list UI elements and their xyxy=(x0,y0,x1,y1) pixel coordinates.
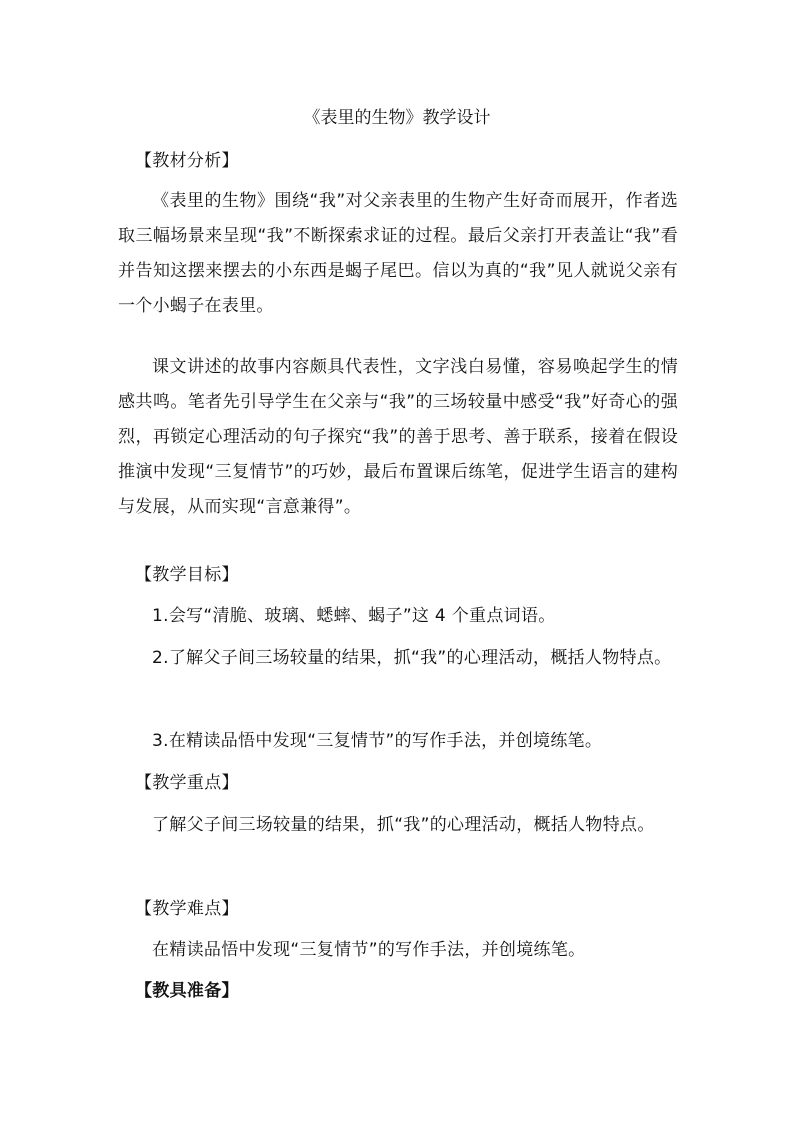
goal-item-2: 2.了解父子间三场较量的结果，抓“我”的心理活动，概括人物特点。 xyxy=(152,648,672,668)
difficulties-text: 在精读品悟中发现“三复情节”的写作手法，并创境练笔。 xyxy=(152,940,586,960)
document-title: 《表里的生物》教学设计 xyxy=(303,108,491,128)
section-heading-analysis: 【教材分析】 xyxy=(135,151,239,171)
section-heading-goals: 【教学目标】 xyxy=(135,565,239,585)
goal-item-1: 1.会写“清脆、玻璃、蟋蟀、蝎子”这 4 个重点词语。 xyxy=(152,606,556,626)
section-heading-difficulties: 【教学难点】 xyxy=(135,899,239,919)
section-heading-tools: 【教具准备】 xyxy=(135,981,239,1001)
paragraph-analysis-2: 课文讲述的故事内容颇具代表性，文字浅白易懂，容易唤起学生的情感共鸣。笔者先引导学生在父亲与“我”的三场较量中感受“我”好奇心的强烈，再锁定心理活动的句子探究“我”的善于思考、善于联系，接着在假设推演中发现“三复情节”的巧妙，最后布置课后练笔，促进学生语言的建构与发展，从而实现“言意兼得”。 xyxy=(118,357,678,517)
key-points-text: 了解父子间三场较量的结果，抓“我”的心理活动，概括人物特点。 xyxy=(152,815,655,835)
paragraph-analysis-1: 《表里的生物》围绕“我”对父亲表里的生物产生好奇而展开，作者选取三幅场景来呈现“我”不断探索求证的过程。最后父亲打开表盖让“我”看并告知这摆来摆去的小东西是蝎子尾巴。信以为真的“我”见人就说父亲有一个小蝎子在表里。 xyxy=(118,191,678,316)
goal-item-3: 3.在精读品悟中发现“三复情节”的写作手法，并创境练笔。 xyxy=(152,731,603,751)
section-heading-key-points: 【教学重点】 xyxy=(135,773,239,793)
